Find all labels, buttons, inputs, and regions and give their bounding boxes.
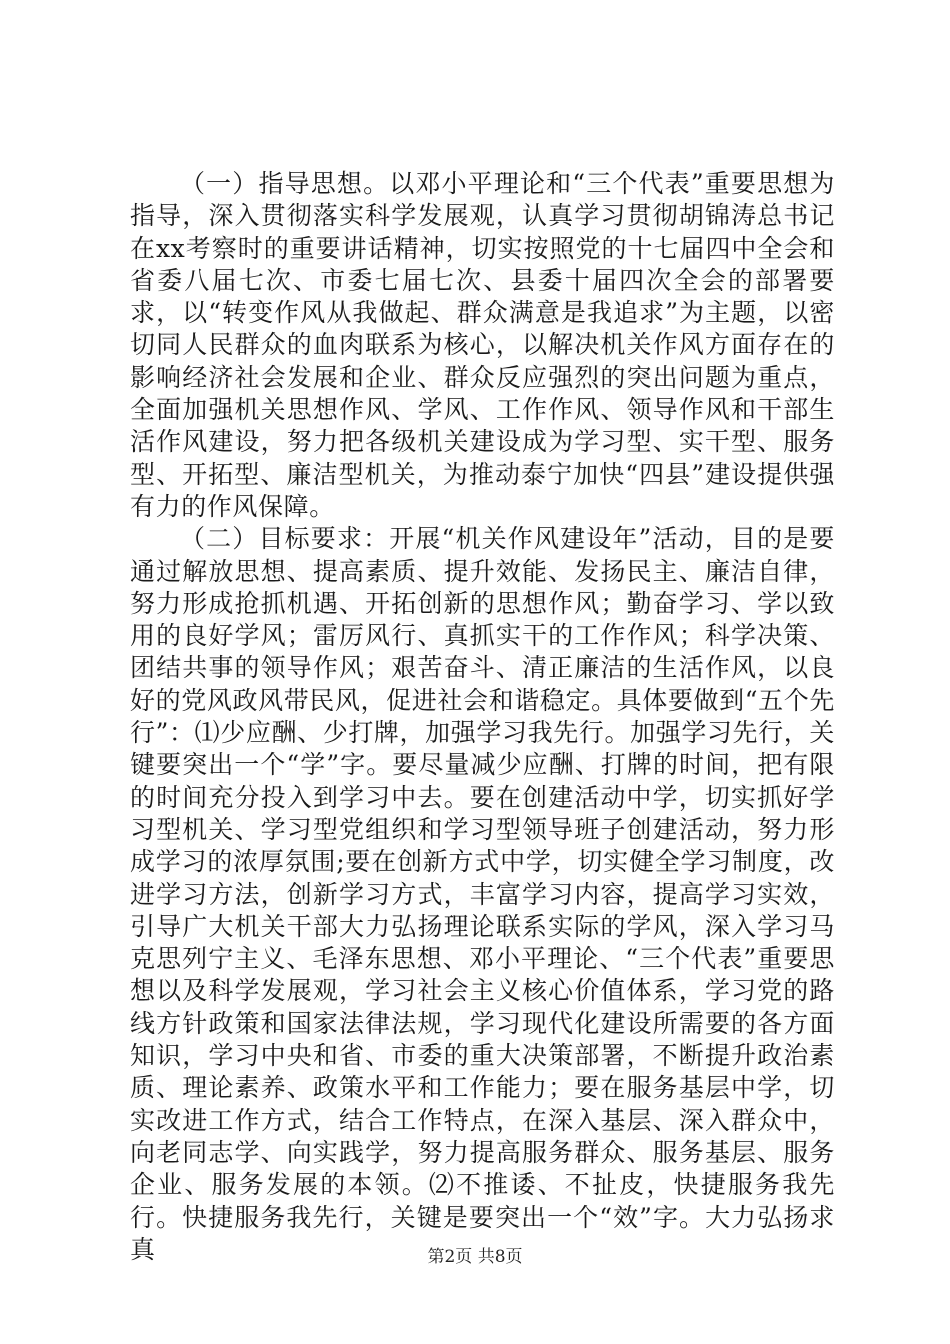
page-number-footer: 第2页 共8页 <box>427 1247 523 1267</box>
paragraph-guiding-thought: （一）指导思想。以邓小平理论和“三个代表”重要思想为指导，深入贯彻落实科学发展观，认真学习贯彻胡锦涛总书记在xx考察时的重要讲话精神，切实按照党的十七届四中全会和省委八届七次、市委七届七次、县委十届四次全会的部署要求，以“转变作风从我做起、群众满意是我追求”为主题，以密切同人民群众的血肉联系为核心，以解决机关作风方面存在的影响经济社会发展和企业、群众反应强烈的突出问题为重点，全面加强机关思想作风、学风、工作作风、领导作风和干部生活作风建设，努力把各级机关建设成为学习型、实干型、服务型、开拓型、廉洁型机关，为推动泰宁加快“四县”建设提供强有力的作风保障。 <box>130 169 835 521</box>
paragraph-goals-requirements: （二）目标要求：开展“机关作风建设年”活动，目的是要通过解放思想、提高素质、提升效能、发扬民主、廉洁自律，努力形成抢抓机遇、开拓创新的思想作风；勤奋学习、学以致用的良好学风；雷厉风行、真抓实干的工作作风；科学决策、团结共事的领导作风；艰苦奋斗、清正廉洁的生活作风，以良好的党风政风带民风，促进社会和谐稳定。具体要做到“五个先行”：⑴少应酬、少打牌，加强学习我先行。加强学习先行，关键要突出一个“学”字。要尽量减少应酬、打牌的时间，把有限的时间充分投入到学习中去。要在创建活动中学，切实抓好学习型机关、学习型党组织和学习型领导班子创建活动，努力形成学习的浓厚氛围;要在创新方式中学，切实健全学习制度，改进学习方法，创新学习方式，丰富学习内容，提高学习实效，引导广大机关干部大力弘扬理论联系实际的学风，深入学习马克思列宁主义、毛泽东思想、邓小平理论、“三个代表”重要思想以及科学发展观，学习社会主义核心价值体系，学习党的路线方针政策和国家法律法规，学习现代化建设所需要的各方面知识，学习中央和省、市委的重大决策部署，不断提升政治素质、理论素养、政策水平和工作能力；要在服务基层中学，切实改进工作方式，结合工作特点，在深入基层、深入群众中，向老同志学、向实践学，努力提高服务群众、服务基层、服务企业、服务发展的本领。⑵不推诿、不扯皮，快捷服务我先行。快捷服务我先行，关键是要突出一个“效”字。大力弘扬求真 <box>130 524 835 1264</box>
document-body <box>130 168 835 1266</box>
